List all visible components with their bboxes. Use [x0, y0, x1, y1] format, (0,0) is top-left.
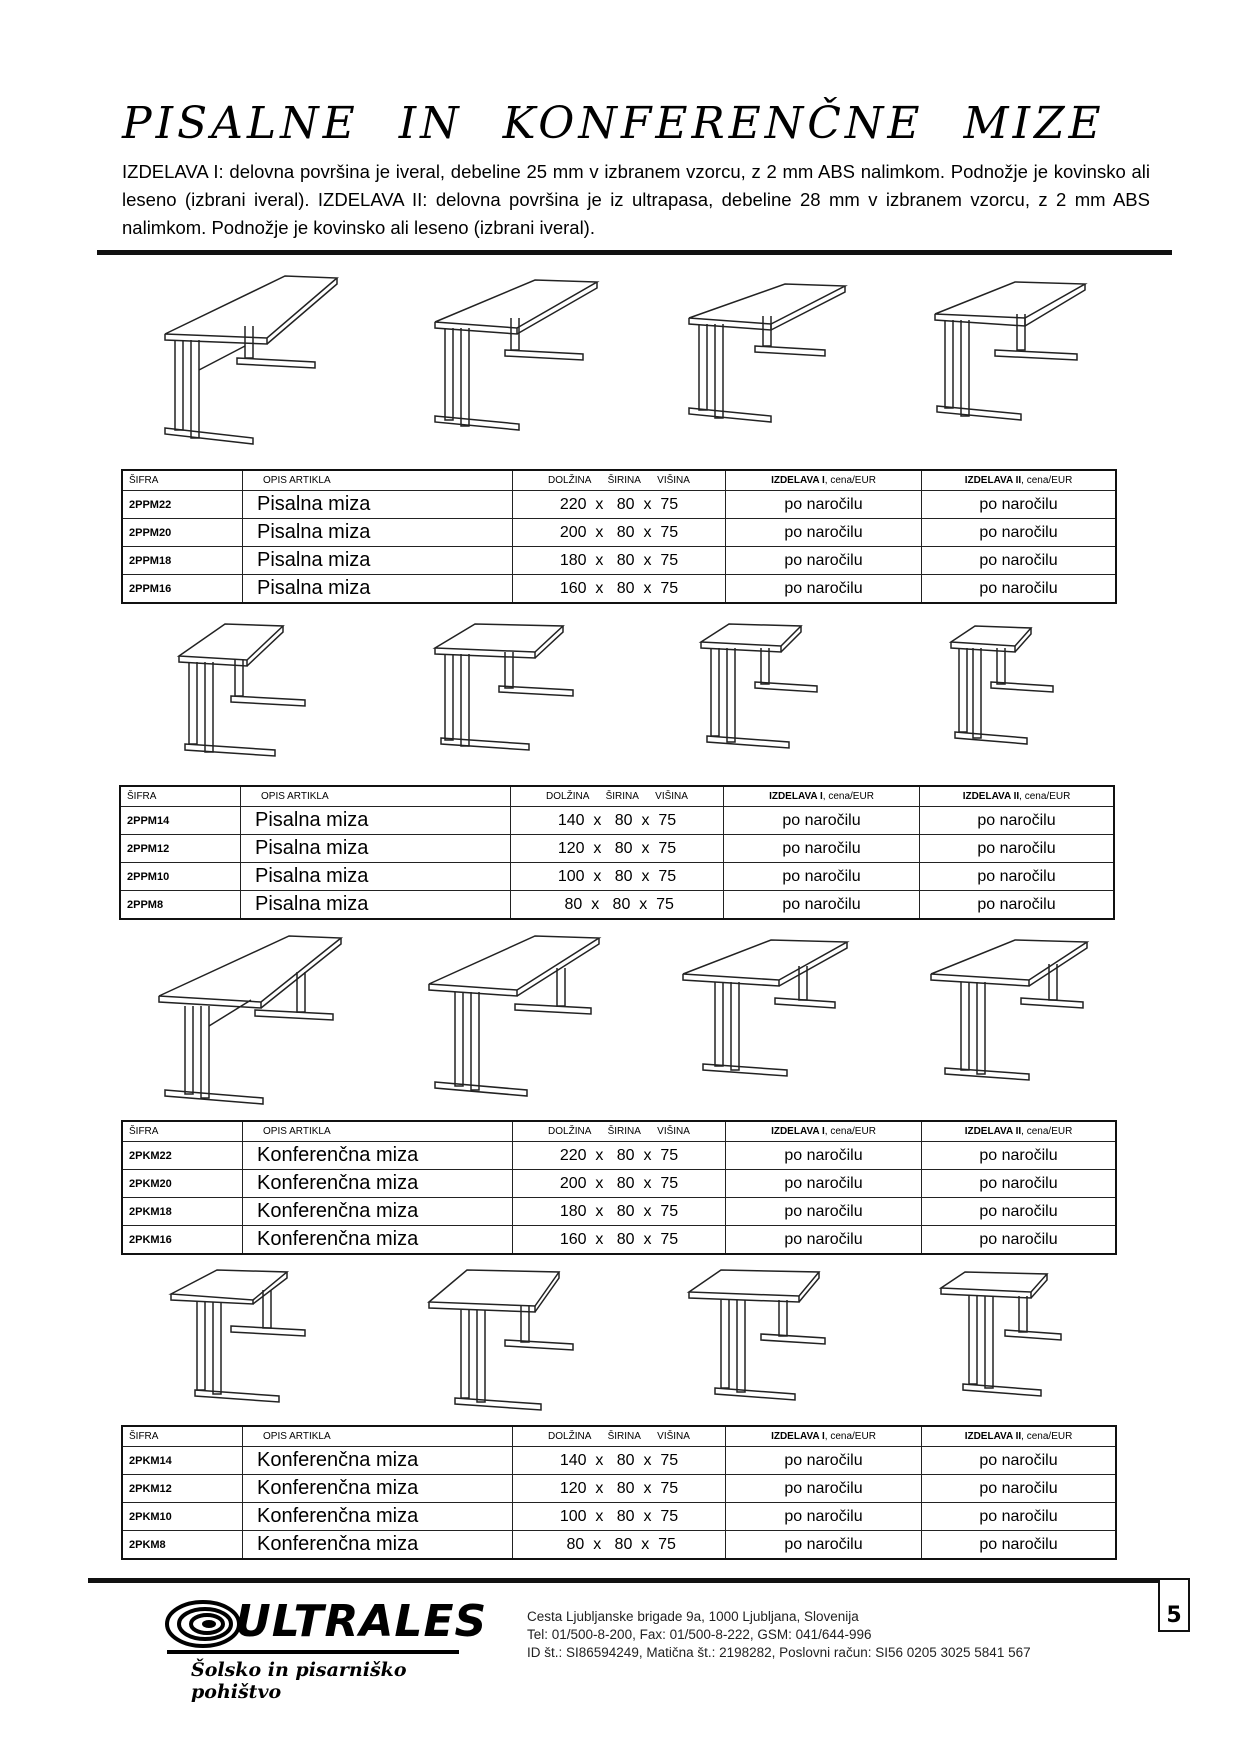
address-line: Cesta Ljubljanske brigade 9a, 1000 Ljubljana, Slovenija — [527, 1609, 859, 1624]
table-row — [122, 1142, 1116, 1170]
desk-drawing-2ppm12 — [425, 620, 595, 770]
header-dims: DOLŽINA ŠIRINA VIŠINA — [513, 470, 726, 491]
desk-drawing-2pkm18 — [675, 930, 855, 1120]
desk-drawing-2ppm20 — [415, 270, 605, 455]
cell-code: 2PPM10 — [120, 863, 241, 891]
cell-price2: po naročilu — [922, 1447, 1117, 1475]
cell-price2: po naročilu — [922, 1531, 1117, 1560]
table-row — [122, 547, 1116, 575]
cell-desc: Pisalna miza — [243, 575, 513, 604]
desk-drawing-2pkm14 — [155, 1266, 335, 1416]
cell-desc: Pisalna miza — [243, 519, 513, 547]
cell-price1: po naročilu — [724, 835, 920, 863]
cell-desc: Konferenčna miza — [243, 1170, 513, 1198]
cell-price2: po naročilu — [922, 491, 1117, 519]
cell-code: 2PKM8 — [122, 1531, 243, 1560]
cell-code: 2PKM16 — [122, 1226, 243, 1255]
company-address — [527, 1608, 1031, 1662]
desk-drawing-2ppm14 — [155, 620, 335, 770]
cell-dims: 200 x 80 x 75 — [513, 1170, 726, 1198]
cell-dims: 160 x 80 x 75 — [513, 575, 726, 604]
cell-dims: 220 x 80 x 75 — [513, 1142, 726, 1170]
cell-price1: po naročilu — [726, 575, 922, 604]
table-row — [120, 891, 1114, 920]
cell-dims: 100 x 80 x 75 — [511, 863, 724, 891]
table-header-row — [122, 1426, 1116, 1447]
cell-dims: 80 x 80 x 75 — [511, 891, 724, 920]
spec-table-2 — [119, 785, 1115, 920]
header-price1: IZDELAVA I, cena/EUR — [726, 470, 922, 491]
contacts-line: Tel: 01/500-8-200, Fax: 01/500-8-222, GSM: 041/644-996 — [527, 1627, 872, 1642]
cell-code: 2PKM18 — [122, 1198, 243, 1226]
spec-table-3 — [121, 1120, 1117, 1255]
desk-drawing-2pkm20 — [415, 930, 605, 1120]
cell-price1: po naročilu — [724, 807, 920, 835]
cell-desc: Pisalna miza — [241, 807, 511, 835]
cell-price2: po naročilu — [922, 1475, 1117, 1503]
table-header-row — [122, 1121, 1116, 1142]
desk-drawing-2pkm22 — [145, 930, 345, 1120]
cell-desc: Pisalna miza — [241, 835, 511, 863]
table-header-row — [120, 786, 1114, 807]
desk-drawing-2pkm12 — [425, 1266, 595, 1416]
cell-dims: 80 x 80 x 75 — [513, 1531, 726, 1560]
cell-price2: po naročilu — [920, 891, 1115, 920]
cell-price1: po naročilu — [726, 1531, 922, 1560]
cell-code: 2PPM8 — [120, 891, 241, 920]
header-price2: IZDELAVA II, cena/EUR — [920, 786, 1115, 807]
cell-price2: po naročilu — [922, 519, 1117, 547]
table-row — [122, 491, 1116, 519]
desk-drawing-2ppm8 — [935, 620, 1085, 770]
cell-price1: po naročilu — [726, 1475, 922, 1503]
cell-price1: po naročilu — [726, 1198, 922, 1226]
cell-code: 2PKM22 — [122, 1142, 243, 1170]
cell-code: 2PKM10 — [122, 1503, 243, 1531]
cell-code: 2PPM22 — [122, 491, 243, 519]
header-desc: OPIS ARTIKLA — [241, 786, 511, 807]
desk-drawing-2ppm10 — [685, 620, 845, 770]
header-dims: DOLŽINA ŠIRINA VIŠINA — [511, 786, 724, 807]
cell-price1: po naročilu — [724, 891, 920, 920]
desk-illustrations-2 — [110, 620, 1130, 770]
cell-dims: 180 x 80 x 75 — [513, 547, 726, 575]
header-code: ŠIFRA — [120, 786, 241, 807]
desk-illustrations-3 — [110, 930, 1130, 1120]
cell-desc: Konferenčna miza — [243, 1531, 513, 1560]
table-row — [122, 1531, 1116, 1560]
cell-desc: Konferenčna miza — [243, 1142, 513, 1170]
spec-table-1 — [121, 469, 1117, 604]
desk-drawing-2pkm8 — [935, 1266, 1085, 1416]
desk-drawing-2ppm16 — [925, 270, 1095, 455]
table-row — [122, 519, 1116, 547]
header-price2: IZDELAVA II, cena/EUR — [922, 1426, 1117, 1447]
logo-swirl-icon — [163, 1596, 243, 1652]
cell-price1: po naročilu — [726, 491, 922, 519]
cell-price2: po naročilu — [922, 547, 1117, 575]
header-dims: DOLŽINA ŠIRINA VIŠINA — [513, 1121, 726, 1142]
desk-illustrations-4 — [110, 1266, 1130, 1416]
table-row — [122, 1226, 1116, 1255]
table-header-row — [122, 470, 1116, 491]
cell-dims: 180 x 80 x 75 — [513, 1198, 726, 1226]
cell-desc: Konferenčna miza — [243, 1503, 513, 1531]
ids-line: ID št.: SI86594249, Matična št.: 2198282, Poslovni račun: SI56 0205 3025 5841 567 — [527, 1645, 1031, 1660]
cell-desc: Pisalna miza — [241, 863, 511, 891]
cell-price1: po naročilu — [724, 863, 920, 891]
company-logo — [163, 1596, 488, 1703]
cell-dims: 200 x 80 x 75 — [513, 519, 726, 547]
cell-price1: po naročilu — [726, 1226, 922, 1255]
cell-price2: po naročilu — [920, 807, 1115, 835]
cell-price1: po naročilu — [726, 1142, 922, 1170]
table-row — [120, 863, 1114, 891]
cell-dims: 120 x 80 x 75 — [511, 835, 724, 863]
desk-drawing-2ppm22 — [145, 270, 345, 455]
cell-price2: po naročilu — [920, 835, 1115, 863]
cell-dims: 100 x 80 x 75 — [513, 1503, 726, 1531]
page-title: PISALNE IN KONFERENČNE MIZE — [122, 98, 1105, 149]
cell-code: 2PPM14 — [120, 807, 241, 835]
cell-price1: po naročilu — [726, 1170, 922, 1198]
table-row — [122, 575, 1116, 604]
spec-table-4 — [121, 1425, 1117, 1560]
table-row — [120, 835, 1114, 863]
cell-dims: 160 x 80 x 75 — [513, 1226, 726, 1255]
table-row — [122, 1475, 1116, 1503]
header-price1: IZDELAVA I, cena/EUR — [726, 1121, 922, 1142]
logo-tagline: Šolsko in pisarniško pohištvo — [191, 1659, 407, 1703]
cell-price1: po naročilu — [726, 547, 922, 575]
logo-name: ULTRALES — [235, 1596, 488, 1647]
cell-desc: Konferenčna miza — [243, 1447, 513, 1475]
cell-price2: po naročilu — [922, 1226, 1117, 1255]
cell-desc: Pisalna miza — [243, 547, 513, 575]
cell-dims: 140 x 80 x 75 — [511, 807, 724, 835]
header-code: ŠIFRA — [122, 1426, 243, 1447]
cell-code: 2PPM12 — [120, 835, 241, 863]
cell-price2: po naročilu — [920, 863, 1115, 891]
cell-price1: po naročilu — [726, 519, 922, 547]
header-price1: IZDELAVA I, cena/EUR — [724, 786, 920, 807]
desk-drawing-2pkm16 — [925, 930, 1095, 1120]
table-row — [122, 1170, 1116, 1198]
header-desc: OPIS ARTIKLA — [243, 1121, 513, 1142]
top-divider — [97, 250, 1172, 255]
cell-price2: po naročilu — [922, 1503, 1117, 1531]
desk-drawing-2pkm10 — [685, 1266, 845, 1416]
header-code: ŠIFRA — [122, 1121, 243, 1142]
cell-code: 2PPM16 — [122, 575, 243, 604]
cell-code: 2PKM20 — [122, 1170, 243, 1198]
cell-code: 2PKM12 — [122, 1475, 243, 1503]
cell-desc: Konferenčna miza — [243, 1475, 513, 1503]
logo-underline — [167, 1650, 459, 1654]
header-code: ŠIFRA — [122, 470, 243, 491]
cell-dims: 220 x 80 x 75 — [513, 491, 726, 519]
cell-desc: Konferenčna miza — [243, 1226, 513, 1255]
table-row — [122, 1447, 1116, 1475]
header-price2: IZDELAVA II, cena/EUR — [922, 470, 1117, 491]
cell-price1: po naročilu — [726, 1503, 922, 1531]
page-number: 5 — [1158, 1578, 1190, 1632]
header-price1: IZDELAVA I, cena/EUR — [726, 1426, 922, 1447]
header-desc: OPIS ARTIKLA — [243, 470, 513, 491]
table-row — [122, 1198, 1116, 1226]
intro-paragraph: IZDELAVA I: delovna površina je iveral, debeline 25 mm v izbranem vzorcu, z 2 mm ABS nalimkom. Podnožje je kovinsko ali leseno (izbrani iveral). IZDELAVA II: delovna površina je iz ultrapasa, debeline 28 mm v izbranem vzorcu, z 2 mm ABS nalimkom. Podnožje je kovinsko ali leseno (izbrani iveral). — [122, 161, 1150, 238]
desk-drawing-2ppm18 — [675, 270, 855, 455]
cell-price2: po naročilu — [922, 1142, 1117, 1170]
cell-dims: 140 x 80 x 75 — [513, 1447, 726, 1475]
bottom-divider — [88, 1578, 1165, 1583]
cell-desc: Pisalna miza — [241, 891, 511, 920]
cell-desc: Konferenčna miza — [243, 1198, 513, 1226]
table-row — [122, 1503, 1116, 1531]
cell-code: 2PPM20 — [122, 519, 243, 547]
header-dims: DOLŽINA ŠIRINA VIŠINA — [513, 1426, 726, 1447]
header-desc: OPIS ARTIKLA — [243, 1426, 513, 1447]
desk-illustrations-1 — [110, 270, 1130, 455]
cell-code: 2PPM18 — [122, 547, 243, 575]
table-row — [120, 807, 1114, 835]
cell-price2: po naročilu — [922, 575, 1117, 604]
cell-price1: po naročilu — [726, 1447, 922, 1475]
cell-price2: po naročilu — [922, 1198, 1117, 1226]
cell-price2: po naročilu — [922, 1170, 1117, 1198]
cell-code: 2PKM14 — [122, 1447, 243, 1475]
cell-desc: Pisalna miza — [243, 491, 513, 519]
cell-dims: 120 x 80 x 75 — [513, 1475, 726, 1503]
header-price2: IZDELAVA II, cena/EUR — [922, 1121, 1117, 1142]
